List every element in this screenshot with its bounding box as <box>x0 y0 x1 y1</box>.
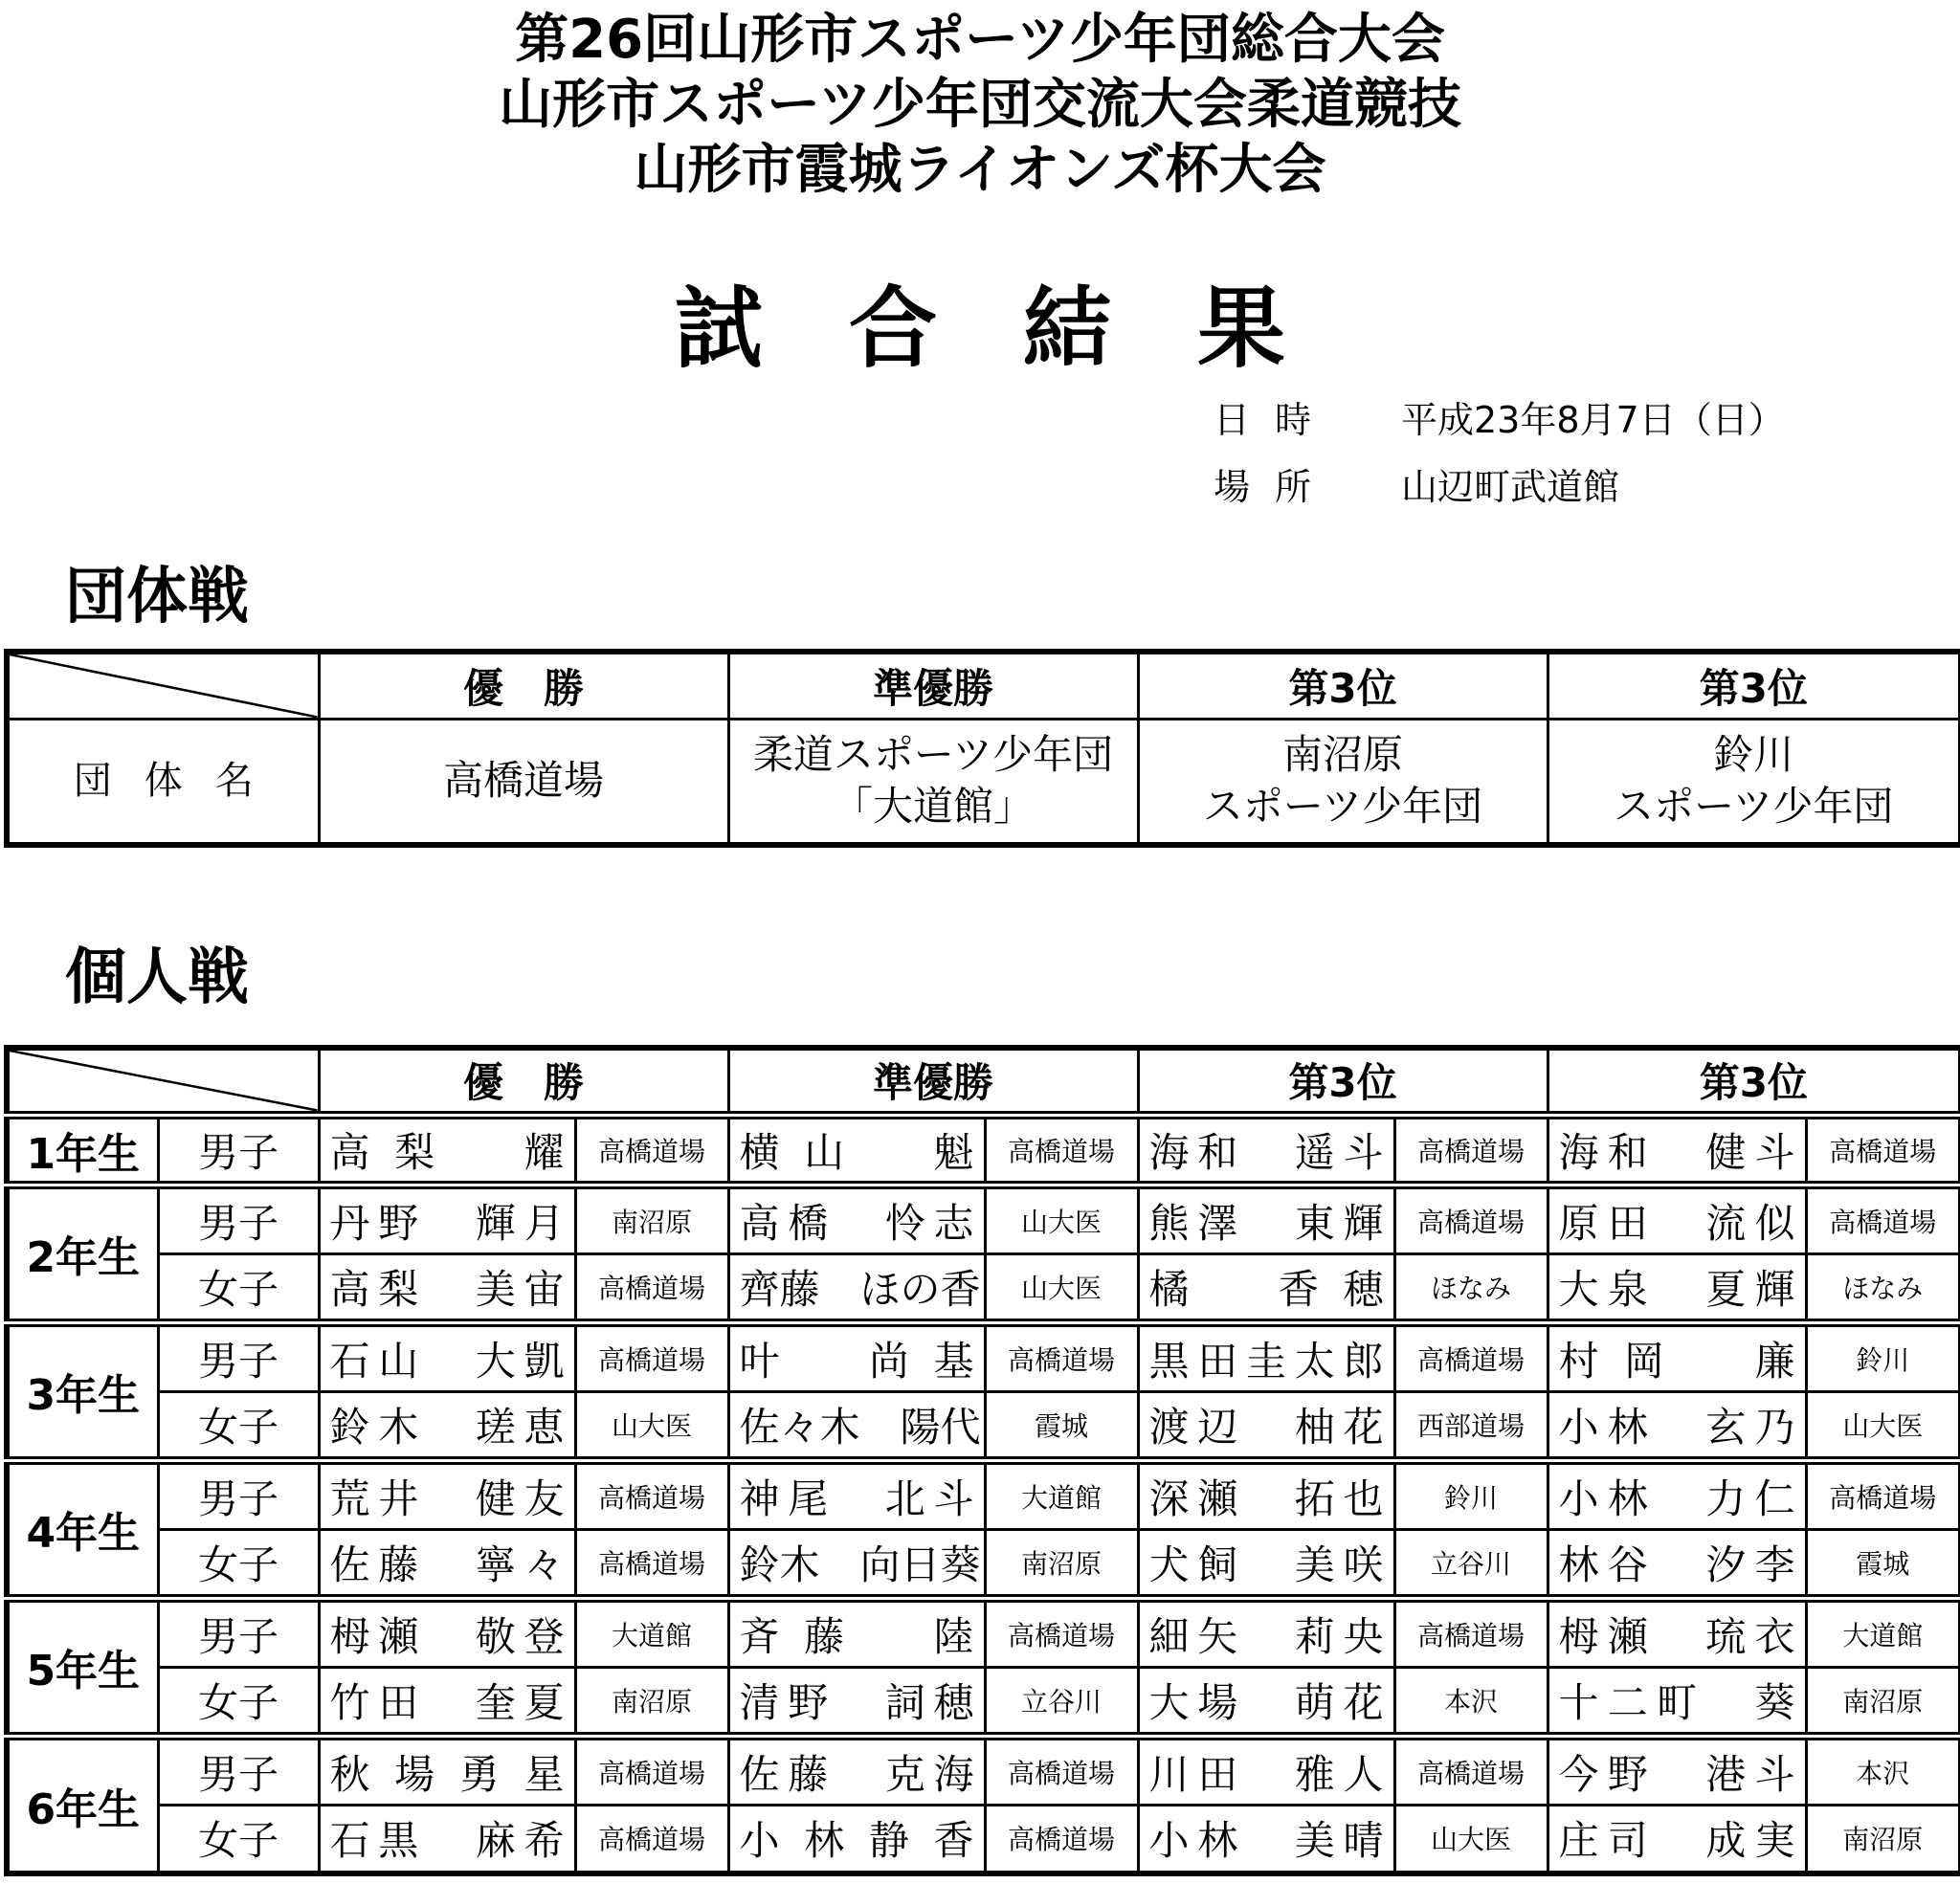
title-line-3: 山形市霞城ライオンズ杯大会 <box>634 139 1326 201</box>
winner-club: 高橋道場 <box>1394 1736 1548 1805</box>
gender-label: 女子 <box>158 1529 319 1598</box>
place-row <box>1214 457 1619 510</box>
gender-label: 女子 <box>158 1391 319 1460</box>
result-row <box>7 1598 1960 1667</box>
individual-header-3rd-a: 第3位 <box>1138 1048 1548 1115</box>
place-value: 山辺町武道館 <box>1401 466 1620 508</box>
result-row <box>7 1253 1960 1322</box>
team-section-title: 団体戦 <box>65 562 249 632</box>
winner-club: 高橋道場 <box>985 1598 1138 1667</box>
team-row <box>7 719 1960 845</box>
winner-name: 丹野 輝月 <box>319 1185 575 1253</box>
team-header-row <box>7 652 1960 719</box>
winner-name: 川田 雅人 <box>1138 1736 1394 1805</box>
winner-name: 栂瀬 敬登 <box>319 1598 575 1667</box>
team-name-line: 高橋道場 <box>442 757 604 805</box>
winner-club: 高橋道場 <box>575 1253 728 1322</box>
title-block <box>0 8 1960 203</box>
winner-name: 犬飼 美咲 <box>1138 1529 1394 1598</box>
winner-club: 山大医 <box>1806 1391 1960 1460</box>
winner-name: 村岡 廉 <box>1548 1322 1806 1391</box>
grade-label: 4年生 <box>7 1460 158 1598</box>
winner-club: 西部道場 <box>1394 1391 1548 1460</box>
winner-club: 高橋道場 <box>1394 1115 1548 1185</box>
winner-club: 山大医 <box>985 1253 1138 1322</box>
winner-club: 鈴川 <box>1394 1460 1548 1529</box>
team-winner-3rd-a <box>1138 719 1548 845</box>
gender-label: 男子 <box>158 1736 319 1805</box>
winner-club: 南沼原 <box>575 1185 728 1253</box>
winner-name: 細矢 莉央 <box>1138 1598 1394 1667</box>
winner-name: 栂瀬 琉衣 <box>1548 1598 1806 1667</box>
gender-label: 女子 <box>158 1253 319 1322</box>
winner-club: 立谷川 <box>985 1667 1138 1736</box>
winner-club: 南沼原 <box>575 1667 728 1736</box>
winner-name: 今野 港斗 <box>1548 1736 1806 1805</box>
team-name-line: 鈴川 <box>1713 731 1794 779</box>
team-header-3rd-b: 第3位 <box>1548 652 1960 719</box>
result-row <box>7 1667 1960 1736</box>
corner-diagonal <box>7 652 319 719</box>
winner-club: 高橋道場 <box>985 1115 1138 1185</box>
winner-name: 秋場勇星 <box>319 1736 575 1805</box>
winner-club: 山大医 <box>985 1185 1138 1253</box>
winner-club: 高橋道場 <box>575 1805 728 1873</box>
winner-name: 竹田 奎夏 <box>319 1667 575 1736</box>
gender-label: 男子 <box>158 1460 319 1529</box>
gender-label: 男子 <box>158 1598 319 1667</box>
winner-name: 大場 萌花 <box>1138 1667 1394 1736</box>
winner-name: 橘 香穂 <box>1138 1253 1394 1322</box>
result-row <box>7 1115 1960 1185</box>
winner-name: 佐藤 寧々 <box>319 1529 575 1598</box>
winner-name: 熊澤 東輝 <box>1138 1185 1394 1253</box>
winner-name: 横山 魁 <box>728 1115 985 1185</box>
team-winner-2nd <box>728 719 1138 845</box>
winner-name: 鈴木 瑳恵 <box>319 1391 575 1460</box>
result-row <box>7 1736 1960 1805</box>
winner-name: 斉藤 陸 <box>728 1598 985 1667</box>
grade-label: 3年生 <box>7 1322 158 1460</box>
individual-section-title: 個人戦 <box>65 942 249 1013</box>
grade-label: 1年生 <box>7 1115 158 1185</box>
winner-club: ほなみ <box>1394 1253 1548 1322</box>
winner-club: 高橋道場 <box>985 1322 1138 1391</box>
winner-club: 高橋道場 <box>1394 1322 1548 1391</box>
winner-name: 庄司 成実 <box>1548 1805 1806 1873</box>
winner-name: 小林 力仁 <box>1548 1460 1806 1529</box>
winner-name: 石黒 麻希 <box>319 1805 575 1873</box>
winner-name: 清野 詞穂 <box>728 1667 985 1736</box>
individual-header-row <box>7 1048 1960 1115</box>
winner-club: 山大医 <box>1394 1805 1548 1873</box>
winner-name: 十二町 葵 <box>1548 1667 1806 1736</box>
winner-club: 高橋道場 <box>985 1805 1138 1873</box>
result-row <box>7 1529 1960 1598</box>
result-row <box>7 1460 1960 1529</box>
winner-name: 鈴木 向日葵 <box>728 1529 985 1598</box>
date-label: 日時 <box>1214 399 1337 441</box>
winner-club: 本沢 <box>1806 1736 1960 1805</box>
winner-name: 叶 尚基 <box>728 1322 985 1391</box>
winner-club: 霞城 <box>1806 1529 1960 1598</box>
winner-name: 神尾 北斗 <box>728 1460 985 1529</box>
team-header-2nd: 準優勝 <box>728 652 1138 719</box>
winner-club: 本沢 <box>1394 1667 1548 1736</box>
result-row <box>7 1391 1960 1460</box>
winner-name: 渡辺 柚花 <box>1138 1391 1394 1460</box>
team-name-line: スポーツ少年団 <box>1614 783 1894 831</box>
individual-results-table <box>4 1045 1960 1876</box>
winner-club: 高橋道場 <box>575 1529 728 1598</box>
winner-club: 高橋道場 <box>575 1460 728 1529</box>
winner-name: 小林静香 <box>728 1805 985 1873</box>
corner-diagonal <box>7 1048 319 1115</box>
winner-club: 南沼原 <box>1806 1667 1960 1736</box>
winner-name: 海和 遥斗 <box>1138 1115 1394 1185</box>
winner-name: 高梨 美宙 <box>319 1253 575 1322</box>
result-row <box>7 1322 1960 1391</box>
winner-name: 原田 流似 <box>1548 1185 1806 1253</box>
winner-club: 高橋道場 <box>575 1736 728 1805</box>
team-winner-3rd-b <box>1548 719 1960 845</box>
winner-club: 高橋道場 <box>1394 1598 1548 1667</box>
individual-header-3rd-b: 第3位 <box>1548 1048 1960 1115</box>
date-value: 平成23年8月7日（日） <box>1401 399 1785 441</box>
winner-name: 黒田圭太郎 <box>1138 1322 1394 1391</box>
winner-club: 鈴川 <box>1806 1322 1960 1391</box>
winner-name: 石山 大凱 <box>319 1322 575 1391</box>
gender-label: 男子 <box>158 1185 319 1253</box>
gender-label: 女子 <box>158 1667 319 1736</box>
winner-name: 海和 健斗 <box>1548 1115 1806 1185</box>
title-line-2: 山形市スポーツ少年団交流大会柔道競技 <box>499 74 1461 136</box>
team-name-line: スポーツ少年団 <box>1202 783 1483 831</box>
winner-club: 山大医 <box>575 1391 728 1460</box>
winner-club: 高橋道場 <box>1806 1460 1960 1529</box>
winner-club: 南沼原 <box>985 1529 1138 1598</box>
team-results-table <box>4 649 1960 848</box>
winner-club: 高橋道場 <box>985 1736 1138 1805</box>
winner-name: 大泉 夏輝 <box>1548 1253 1806 1322</box>
grade-label: 2年生 <box>7 1185 158 1322</box>
winner-name: 齊藤 ほの香 <box>728 1253 985 1322</box>
team-row-label: 団体名 <box>7 719 319 845</box>
result-row <box>7 1805 1960 1873</box>
winner-club: 高橋道場 <box>1394 1185 1548 1253</box>
winner-name: 高梨 耀 <box>319 1115 575 1185</box>
winner-name: 林谷 汐李 <box>1548 1529 1806 1598</box>
gender-label: 男子 <box>158 1322 319 1391</box>
team-name-line: 柔道スポーツ少年団 <box>752 731 1114 779</box>
result-row <box>7 1185 1960 1253</box>
winner-club: ほなみ <box>1806 1253 1960 1322</box>
gender-label: 男子 <box>158 1115 319 1185</box>
team-winner-1st <box>319 719 728 845</box>
winner-name: 小林 美晴 <box>1138 1805 1394 1873</box>
team-name-line: 「大道館」 <box>832 783 1034 831</box>
main-title: 試合結果 <box>674 277 1371 380</box>
winner-club: 霞城 <box>985 1391 1138 1460</box>
winner-club: 高橋道場 <box>575 1322 728 1391</box>
winner-name: 佐々木 陽代 <box>728 1391 985 1460</box>
gender-label: 女子 <box>158 1805 319 1873</box>
team-name-line: 南沼原 <box>1281 731 1403 779</box>
date-row <box>1214 390 1785 443</box>
winner-club: 大道館 <box>985 1460 1138 1529</box>
winner-club: 高橋道場 <box>1806 1185 1960 1253</box>
team-header-1st: 優 勝 <box>319 652 728 719</box>
place-label: 場所 <box>1214 466 1337 508</box>
team-header-3rd-a: 第3位 <box>1138 652 1548 719</box>
grade-label: 6年生 <box>7 1736 158 1873</box>
winner-club: 高橋道場 <box>575 1115 728 1185</box>
individual-header-2nd: 準優勝 <box>728 1048 1138 1115</box>
winner-name: 高橋 怜志 <box>728 1185 985 1253</box>
individual-header-1st: 優 勝 <box>319 1048 728 1115</box>
winner-name: 深瀬 拓也 <box>1138 1460 1394 1529</box>
winner-name: 小林 玄乃 <box>1548 1391 1806 1460</box>
winner-club: 南沼原 <box>1806 1805 1960 1873</box>
winner-club: 立谷川 <box>1394 1529 1548 1598</box>
winner-club: 大道館 <box>1806 1598 1960 1667</box>
grade-label: 5年生 <box>7 1598 158 1736</box>
winner-club: 大道館 <box>575 1598 728 1667</box>
winner-name: 佐藤 克海 <box>728 1736 985 1805</box>
title-line-1: 第26回山形市スポーツ少年団総合大会 <box>515 9 1445 71</box>
winner-club: 高橋道場 <box>1806 1115 1960 1185</box>
winner-name: 荒井 健友 <box>319 1460 575 1529</box>
